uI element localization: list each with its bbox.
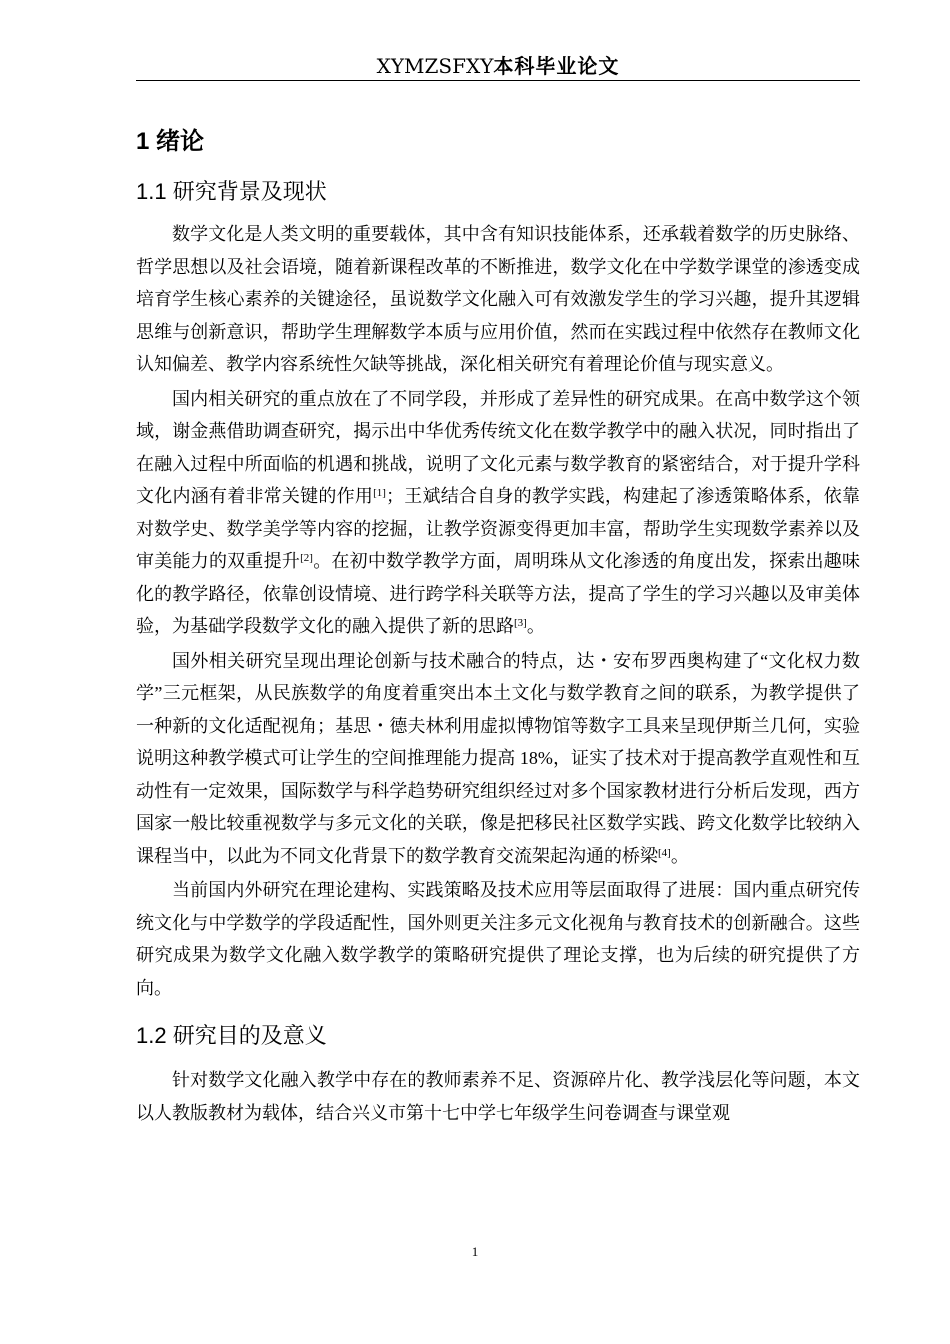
- paragraph-text: ；王斌结合自身的教学实践，构建起了渗透策略体系，依靠对数学史、数学美学等内容的挖掘，让教学资源变得更加丰富，帮助学生实现数学素养以及审美能力的双重提升: [136, 486, 861, 571]
- paragraph-1-1-1: 数学文化是人类文明的重要载体，其中含有知识技能体系，还承载着数学的历史脉络、哲学思想以及社会语境，随着新课程改革的不断推进，数学文化在中学数学课堂的渗透变成培育学生核心素养的关键途径，虽说数学文化融入可有效激发学生的学习兴趣，提升其逻辑思维与创新意识，帮助学生理解数学本质与应用价值，然而在实践过程中依然存在教师文化认知偏差、教学内容系统性欠缺等挑战，深化相关研究有着理论价值与现实意义。: [136, 224, 860, 374]
- paragraph-text: 。: [670, 845, 689, 866]
- citation-ref[interactable]: [4]: [658, 846, 671, 859]
- page-header: [136, 52, 860, 81]
- paragraph-1-1-2: [136, 383, 860, 643]
- paragraph-text: 。在初中数学教学方面，周明珠从文化渗透的角度出发，探索出趣味化的教学路径，依靠创设情境、进行跨学科关联等方法，提高了学生的学习兴趣以及审美体验，为基础学段数学文化的融入提供了新的思路: [136, 551, 861, 636]
- header-code: XYMZSFXY: [376, 54, 494, 78]
- header-title: 本科毕业论文: [493, 54, 620, 78]
- paragraph-1-1-4: 当前国内外研究在理论建构、实践策略及技术应用等层面取得了进展：国内重点研究传统文化与中学数学的学段适配性，国外则更关注多元文化视角与教育技术的创新融合。这些研究成果为数学文化融入数学教学的策略研究提供了理论支撑，也为后续的研究提供了方向。: [136, 880, 860, 998]
- document-body: [136, 120, 860, 1129]
- paragraph-text: 国外相关研究呈现出理论创新与技术融合的特点，达・安布罗西奥构建了“文化权力数学”三元框架，从民族数学的角度着重突出本土文化与数学教育之间的联系，为教学提供了一种新的文化适配视角；基思・德夫林利用虚拟博物馆等数字工具来呈现伊斯兰几何，实验说明这种教学模式可让学生的空间推理能力提高 18%，证实了技术对于提高教学直观性和互动性有一定效果，国际数学与科学趋势研究组织经过对多个国家教材进行分析后发现，西方国家一般比较重视数学与多元文化的关联，像是把移民社区数学实践、跨文化数学比较纳入课程当中，以此为不同文化背景下的数学教育交流架起沟通的桥梁: [136, 650, 860, 866]
- chapter-heading: 1 绪论: [136, 128, 205, 155]
- page-number: 1: [471, 1244, 479, 1259]
- paragraph-1-1-3: [136, 645, 860, 873]
- paragraph-1-2-1: 针对数学文化融入教学中存在的教师素养不足、资源碎片化、教学浅层化等问题，本文以人教版教材为载体，结合兴义市第十七中学七年级学生问卷调查与课堂观: [136, 1070, 860, 1123]
- paragraph-text: 国内相关研究的重点放在了不同学段，并形成了差异性的研究成果。在高中数学这个领域，谢金燕借助调查研究，揭示出中华优秀传统文化在数学教学中的融入状况，同时指出了在融入过程中所面临的机遇和挑战，说明了文化元素与数学教育的紧密结合，对于提升学科文化内涵有着非常关键的作用: [136, 388, 860, 506]
- section-heading-1-1: 1.1 研究背景及现状: [136, 179, 327, 204]
- section-heading-1-2: 1.2 研究目的及意义: [136, 1023, 327, 1048]
- citation-ref[interactable]: [3]: [514, 617, 527, 629]
- citation-ref[interactable]: [2]: [300, 552, 313, 564]
- citation-ref[interactable]: [1]: [373, 487, 386, 499]
- paragraph-text: 。: [526, 616, 545, 636]
